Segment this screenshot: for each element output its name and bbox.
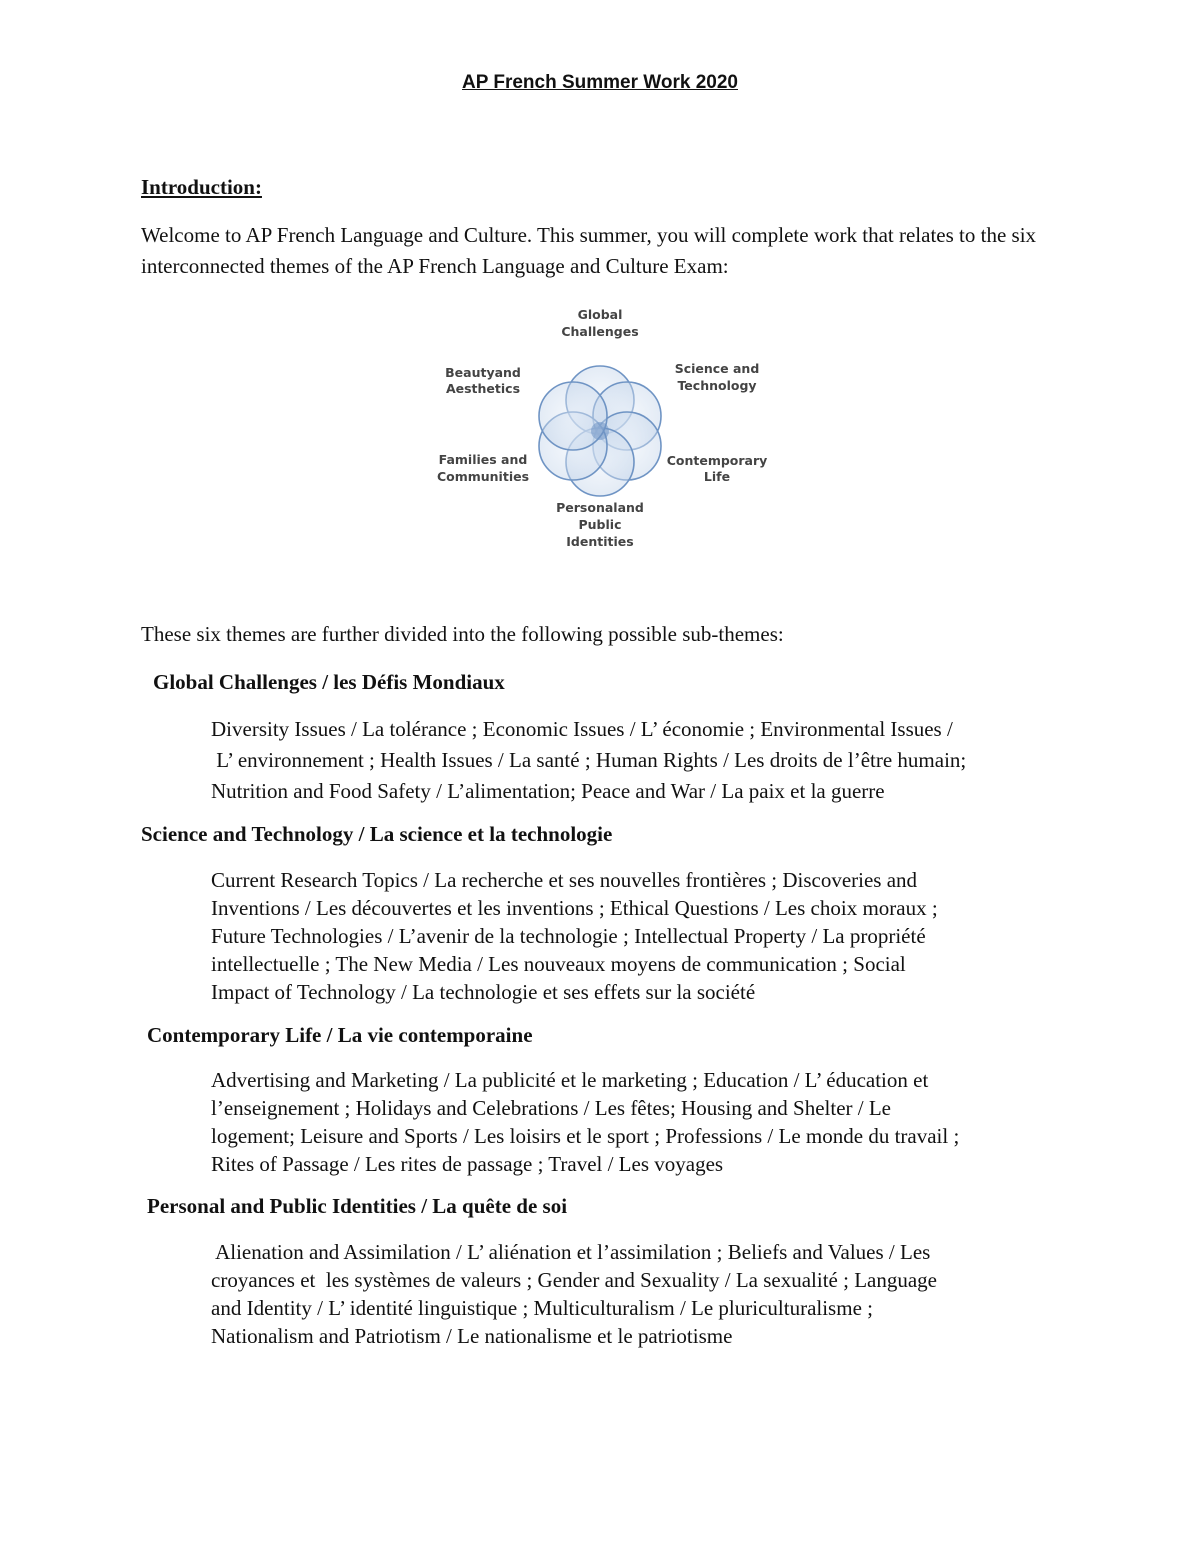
label-personal-identities-3: Identities (566, 534, 634, 549)
theme-heading-science-technology: Science and Technology / La science et la technologie (141, 822, 613, 846)
theme-line: Nationalism and Patriotism / Le nationalisme et le patriotisme (211, 1324, 733, 1348)
theme-line: L’ environnement ; Health Issues / La santé ; Human Rights / Les droits de l’être humain; (211, 748, 967, 772)
theme-body-global-challenges (211, 714, 1081, 807)
theme-line: Future Technologies / L’avenir de la technologie ; Intellectual Property / La propriété (211, 924, 926, 948)
venn-circle-top-left (539, 382, 607, 450)
label-personal-identities-1: Personaland (556, 500, 644, 515)
theme-heading-personal-identities: Personal and Public Identities / La quête de soi (147, 1194, 568, 1218)
theme-line: l’enseignement ; Holidays and Celebrations / Les fêtes; Housing and Shelter / Le (211, 1096, 891, 1120)
theme-line: Alienation and Assimilation / L’ aliénation et l’assimilation ; Beliefs and Values / Les (211, 1240, 931, 1264)
label-global-challenges-1: Global (577, 307, 623, 322)
intro-paragraph: Welcome to AP French Language and Culture. This summer, you will complete work that relates to the six interconnected themes of the AP French Language and Culture Exam: (141, 223, 1037, 278)
theme-line: Nutrition and Food Safety / L’alimentation; Peace and War / La paix et la guerre (211, 779, 885, 803)
subthemes-intro: These six themes are further divided into the following possible sub-themes: (141, 622, 784, 646)
label-contemporary-life-2: Life (703, 469, 731, 484)
theme-line: Impact of Technology / La technologie et ses effets sur la société (211, 980, 756, 1004)
theme-line: and Identity / L’ identité linguistique ; Multiculturalism / Le pluriculturalisme ; (211, 1296, 873, 1320)
theme-line: logement; Leisure and Sports / Les loisirs et le sport ; Professions / Le monde du travail ; (211, 1124, 960, 1148)
theme-line: Current Research Topics / La recherche et ses nouvelles frontières ; Discoveries and (211, 868, 918, 892)
label-personal-identities-2: Public (578, 517, 622, 532)
theme-body-personal-identities (211, 1238, 1081, 1350)
themes-venn-diagram (420, 300, 780, 560)
label-beauty-aesthetics-2: Aesthetics (445, 381, 521, 396)
theme-line: Advertising and Marketing / La publicité et le marketing ; Education / L’ éducation et (211, 1068, 929, 1092)
document-title: AP French Summer Work 2020 (462, 72, 738, 93)
theme-line: croyances et les systèmes de valeurs ; Gender and Sexuality / La sexualité ; Language (211, 1268, 937, 1292)
label-science-technology-2: Technology (677, 378, 757, 393)
label-science-technology-1: Science and (674, 361, 760, 376)
theme-heading-contemporary-life: Contemporary Life / La vie contemporaine (147, 1023, 533, 1047)
label-families-communities-1: Families and (438, 452, 528, 467)
venn-center (591, 422, 609, 440)
label-families-communities-2: Communities (436, 469, 530, 484)
theme-body-science-technology (211, 866, 1081, 1006)
theme-heading-global-challenges: Global Challenges / les Défis Mondiaux (153, 670, 505, 694)
theme-line: intellectuelle ; The New Media / Les nouveaux moyens de communication ; Social (211, 952, 906, 976)
label-beauty-aesthetics-1: Beautyand (445, 365, 521, 380)
theme-line: Inventions / Les découvertes et les inventions ; Ethical Questions / Les choix moraux ; (211, 896, 938, 920)
intro-heading: Introduction: (141, 175, 262, 199)
label-contemporary-life-1: Contemporary (666, 453, 768, 468)
label-global-challenges-2: Challenges (561, 324, 639, 339)
theme-line: Diversity Issues / La tolérance ; Economic Issues / L’ économie ; Environmental Issues / (211, 717, 953, 741)
theme-body-contemporary-life (211, 1066, 1081, 1178)
theme-line: Rites of Passage / Les rites de passage ; Travel / Les voyages (211, 1152, 724, 1176)
